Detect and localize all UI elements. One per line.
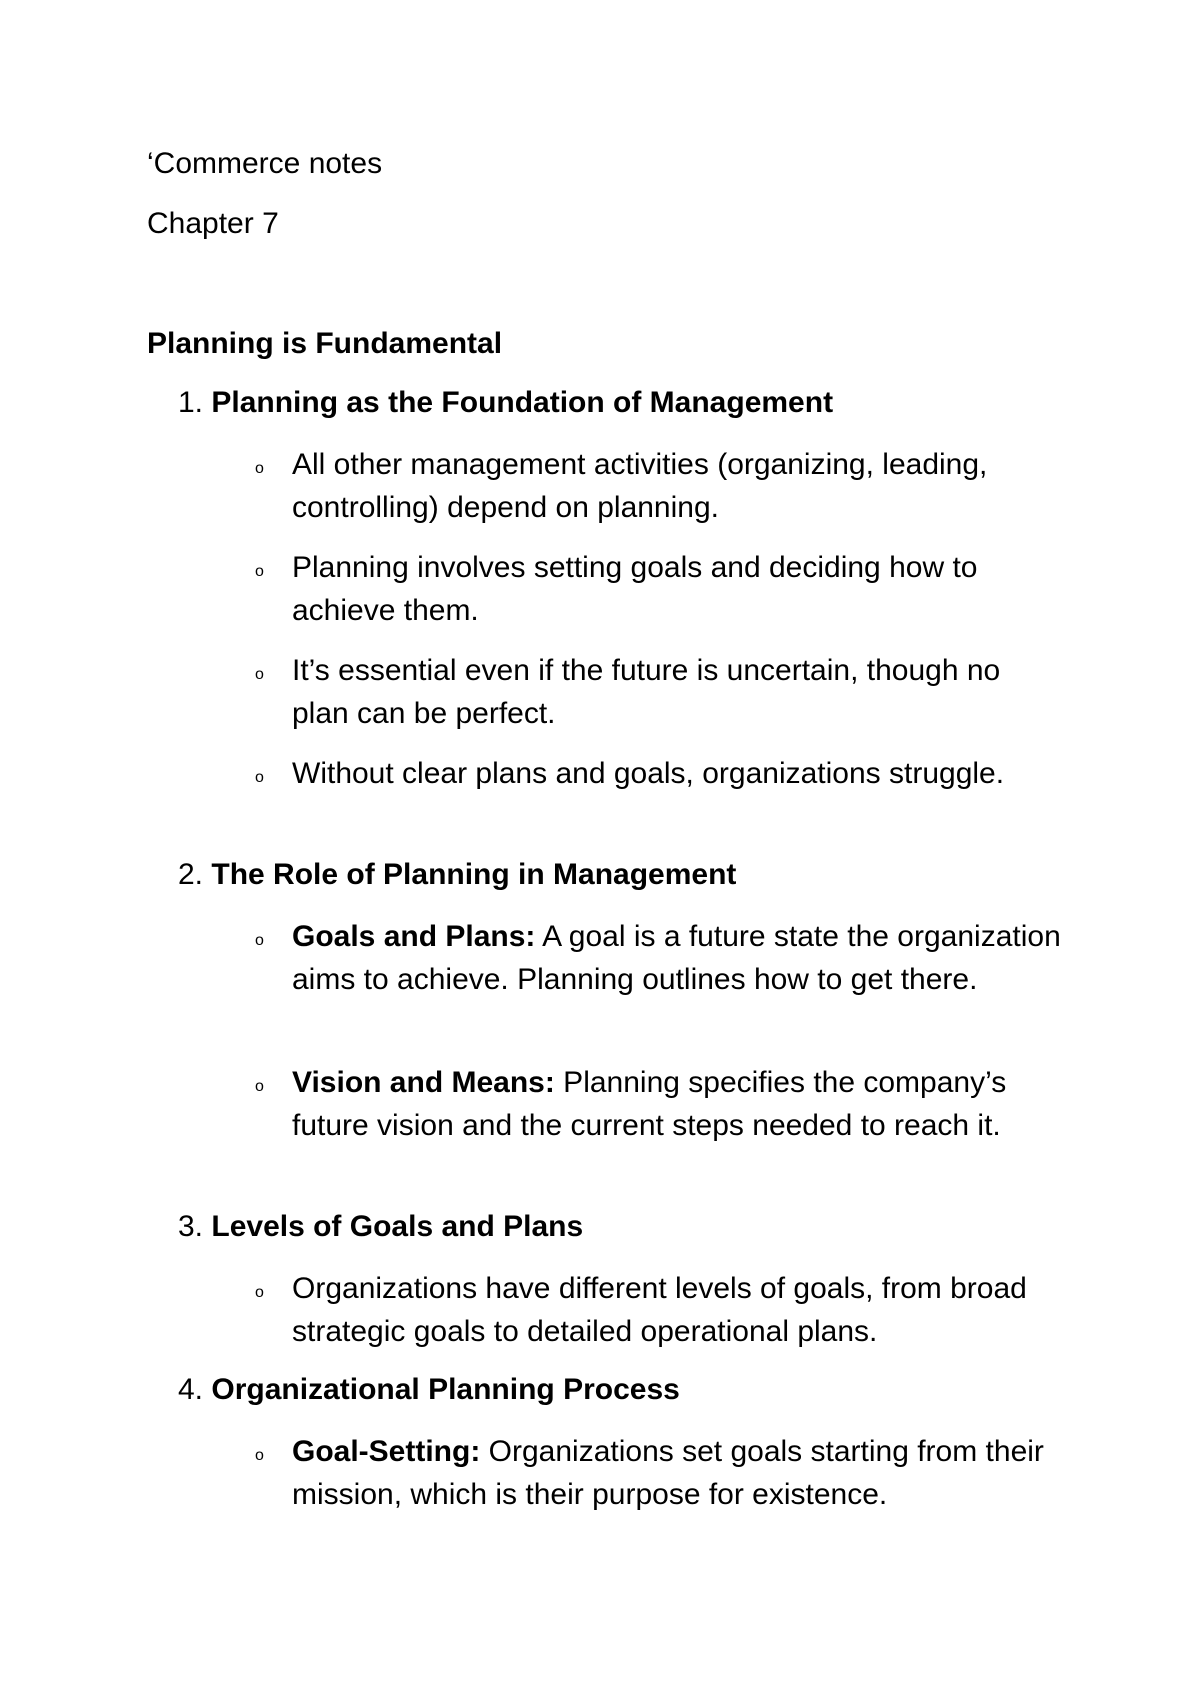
bullet-text: [292, 649, 1062, 735]
bullet-marker: o: [255, 1284, 264, 1301]
bullet-label: Goals and Plans:: [292, 920, 536, 953]
section-heading: Planning is Fundamental: [147, 327, 503, 360]
numbered-item-3: [178, 1207, 583, 1247]
item-number: 4.: [178, 1373, 204, 1406]
bullet-content: Organizations set goals starting from their mission, which is their purpose for existence.: [292, 1435, 1044, 1511]
bullet-content: All other management activities (organizing, leading, controlling) depend on planning.: [292, 448, 988, 524]
bullet-content: Without clear plans and goals, organizations struggle.: [292, 757, 1005, 790]
bullet-marker: o: [255, 460, 264, 477]
item-title: Organizational Planning Process: [211, 1373, 680, 1406]
bullet-content: A goal is a future state the organization aims to achieve. Planning outlines how to get there.: [292, 920, 1061, 996]
bullet-label: Vision and Means:: [292, 1066, 555, 1099]
bullet-marker: o: [255, 563, 264, 580]
bullet-text: [292, 443, 1062, 529]
numbered-item-1: [178, 383, 833, 423]
item-number: 2.: [178, 858, 204, 891]
bullet-marker: o: [255, 1447, 264, 1464]
bullet-marker: o: [255, 1078, 264, 1095]
bullet-label: Goal-Setting:: [292, 1435, 481, 1468]
bullet-content: Organizations have different levels of goals, from broad strategic goals to detailed operational plans.: [292, 1272, 1027, 1348]
bullet-content: Planning involves setting goals and deciding how to achieve them.: [292, 551, 978, 627]
numbered-item-2: [178, 855, 736, 895]
item-title: Levels of Goals and Plans: [211, 1210, 584, 1243]
bullet-content: Planning specifies the company’s future vision and the current steps needed to reach it.: [292, 1066, 1007, 1142]
bullet-content: It’s essential even if the future is uncertain, though no plan can be perfect.: [292, 654, 1001, 730]
bullet-text: [292, 752, 1062, 795]
bullet-marker: o: [255, 769, 264, 786]
item-number: 3.: [178, 1210, 204, 1243]
bullet-text: [292, 915, 1062, 1001]
item-title: The Role of Planning in Management: [211, 858, 737, 891]
numbered-item-4: [178, 1370, 680, 1410]
bullet-text: [292, 1061, 1062, 1147]
document-title: ‘Commerce notes: [147, 147, 383, 180]
bullet-marker: o: [255, 666, 264, 683]
bullet-text: [292, 546, 1062, 632]
bullet-text: [292, 1430, 1062, 1516]
item-title: Planning as the Foundation of Management: [211, 386, 834, 419]
bullet-text: [292, 1267, 1062, 1353]
chapter-label: Chapter 7: [147, 207, 279, 240]
item-number: 1.: [178, 386, 204, 419]
bullet-marker: o: [255, 932, 264, 949]
